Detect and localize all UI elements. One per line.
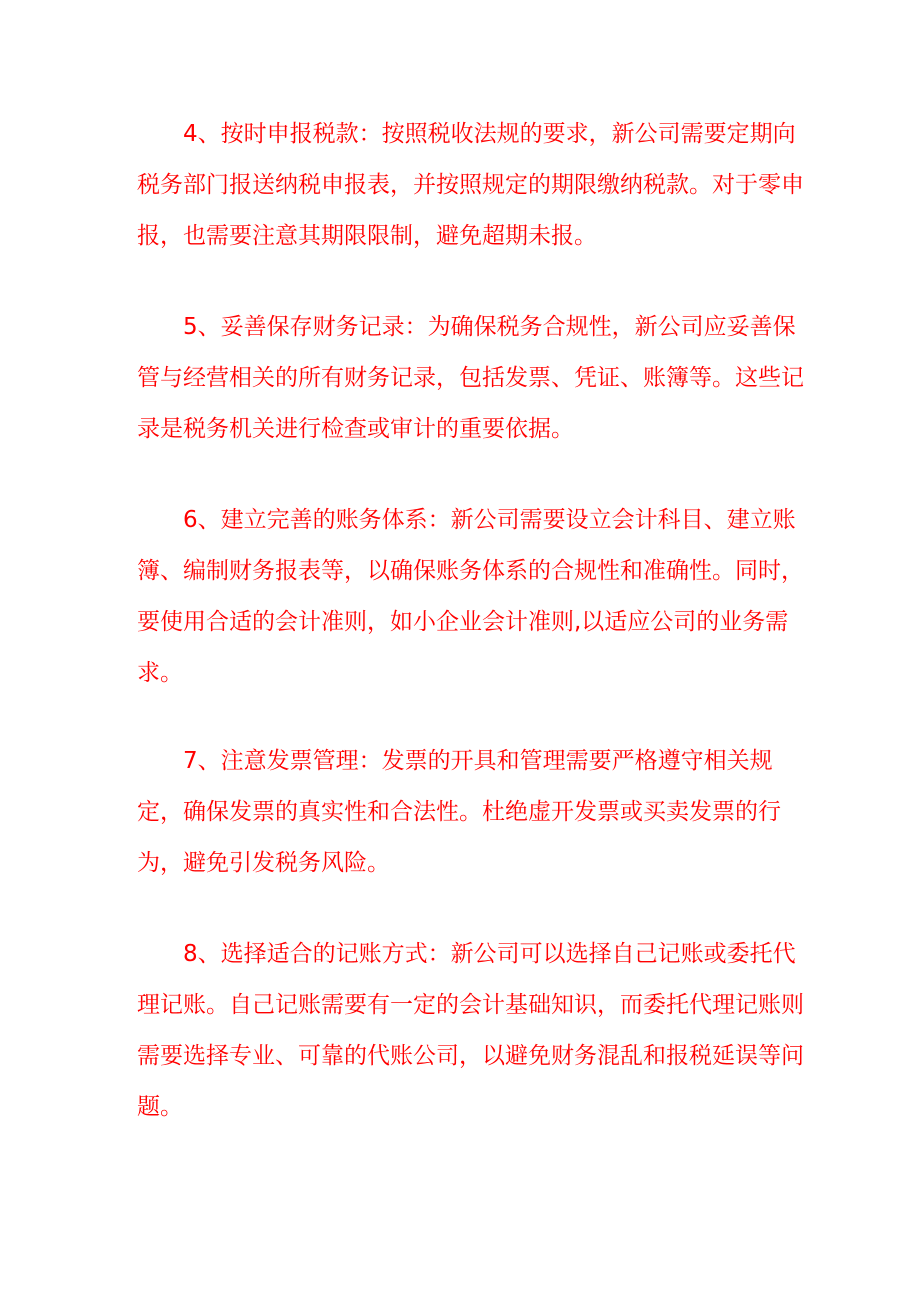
paragraph-tax-filing: 4、按时申报税款：按照税收法规的要求，新公司需要定期向税务部门报送纳税申报表，并按照规定的期限缴纳税款。对于零申报，也需要注意其期限限制，避免超期未报。 — [137, 121, 804, 249]
paragraph-bookkeeping-method: 8、选择适合的记账方式：新公司可以选择自己记账或委托代理记账。自己记账需要有一定的会计基础知识，而委托代理记账则需要选择专业、可靠的代账公司，以避免财务混乱和报税延误等问题。 — [137, 941, 804, 1120]
paragraph-invoice-management: 7、注意发票管理：发票的开具和管理需要严格遵守相关规定，确保发票的真实性和合法性。杜绝虚开发票或买卖发票的行为，避免引发税务风险。 — [137, 748, 781, 876]
paragraph-financial-records: 5、妥善保存财务记录：为确保税务合规性，新公司应妥善保管与经营相关的所有财务记录，包括发票、凭证、账簿等。这些记录是税务机关进行检查或审计的重要依据。 — [137, 314, 804, 442]
paragraph-accounting-system: 6、建立完善的账务体系：新公司需要设立会计科目、建立账簿、编制财务报表等，以确保账务体系的合规性和准确性。同时，要使用合适的会计准则，如小企业会计准则,以适应公司的业务需求。 — [137, 507, 804, 686]
